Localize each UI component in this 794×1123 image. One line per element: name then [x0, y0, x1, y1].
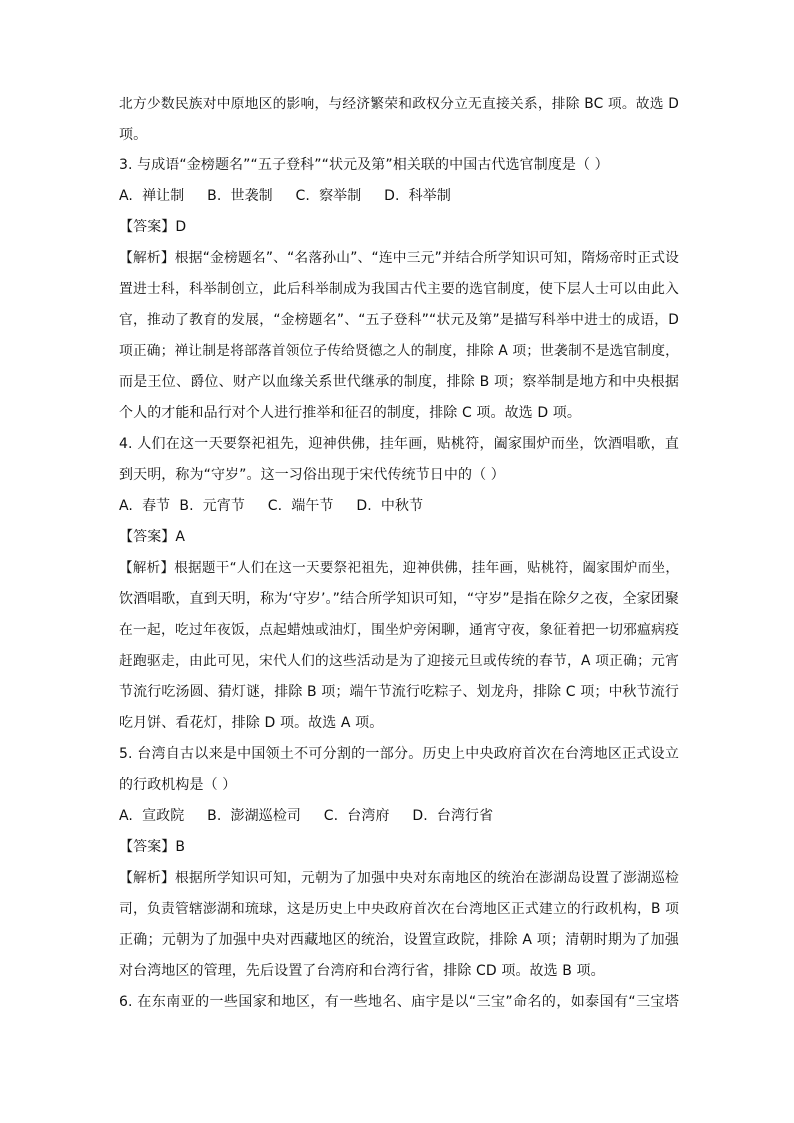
question-5-analysis: 【解析】根据所学知识可知，元朝为了加强中央对东南地区的统治在澎湖岛设置了澎湖巡检: [119, 870, 679, 886]
text-line: 饮酒唱歌，直到天明，称为‘守岁’。”结合所学知识可知，“守岁”是指在除夕之夜，全家团聚: [119, 591, 679, 607]
question-6-stem: 6. 在东南亚的一些国家和地区，有一些地名、庙宇是以“三宝”命名的，如泰国有“三宝塔: [119, 994, 679, 1010]
question-4-answer: 【答案】A: [119, 529, 186, 545]
question-4-stem: 4. 人们在这一天要祭祀祖先，迎神供佛，挂年画，贴桃符，阖家围炉而坐，饮酒唱歌，直: [119, 436, 679, 452]
text-line: 正确；元朝为了加强中央对西藏地区的统治，设置宣政院，排除 A 项；清朝时期为了加强: [119, 932, 679, 948]
question-3-stem: 3. 与成语“金榜题名”“五子登科”“状元及第”相关联的中国古代选官制度是（ ）: [119, 157, 609, 173]
text-line: 置进士科，科举制创立，此后科举制成为我国古代主要的选官制度，使下层人士可以由此入: [119, 281, 679, 297]
question-3-answer: 【答案】D: [119, 219, 187, 235]
text-line: 个人的才能和品行对个人进行推举和征召的制度，排除 C 项。故选 D 项。: [119, 405, 581, 421]
text-line: 项正确；禅让制是将部落首领位子传给贤德之人的制度，排除 A 项；世袭制不是选官制度，: [119, 343, 679, 359]
question-5-stem: 5. 台湾自古以来是中国领土不可分割的一部分。历史上中央政府首次在台湾地区正式设立: [119, 746, 679, 762]
text-line: 节流行吃汤圆、猜灯谜，排除 B 项；端午节流行吃粽子、划龙舟，排除 C 项；中秋节流行: [119, 684, 679, 700]
question-3-analysis: 【解析】根据“金榜题名”、“名落孙山”、“连中三元”并结合所学知识可知，隋炀帝时正式设: [119, 250, 679, 266]
question-5-options: A. 宣政院 B. 澎湖巡检司 C. 台湾府 D. 台湾行省: [119, 808, 494, 824]
text-line: 吃月饼、看花灯，排除 D 项。故选 A 项。: [119, 715, 384, 731]
text-line: 官，推动了教育的发展，“金榜题名”、“五子登科”“状元及第”是描写科举中进士的成语，D: [119, 312, 679, 328]
text-line: 司，负责管辖澎湖和琉球，这是历史上中央政府首次在台湾地区正式建立的行政机构，B 项: [119, 901, 679, 917]
text-line: 在一起，吃过年夜饭，点起蜡烛或油灯，围坐炉旁闲聊，通宵守夜，象征着把一切邪瘟病疫: [119, 622, 679, 638]
text-line: 北方少数民族对中原地区的影响，与经济繁荣和政权分立无直接关系，排除 BC 项。故选 D: [119, 96, 679, 112]
text-line: 对台湾地区的管理，先后设置了台湾府和台湾行省，排除 CD 项。故选 B 项。: [119, 963, 605, 979]
text-line: 而是王位、爵位、财产以血缘关系世代继承的制度，排除 B 项；察举制是地方和中央根据: [119, 374, 679, 390]
text-line: 到天明，称为“守岁”。这一习俗出现于宋代传统节日中的（ ）: [119, 467, 505, 483]
question-4-options: A. 春节 B. 元宵节 C. 端午节 D. 中秋节: [119, 498, 424, 514]
text-line: 的行政机构是（ ）: [119, 777, 237, 793]
text-line: 项。: [119, 127, 148, 143]
question-4-analysis: 【解析】根据题干“人们在这一天要祭祀祖先，迎神供佛，挂年画，贴桃符，阖家围炉而坐，: [119, 560, 679, 576]
question-5-answer: 【答案】B: [119, 839, 186, 855]
question-3-options: A. 禅让制 B. 世袭制 C. 察举制 D. 科举制: [119, 188, 451, 204]
text-line: 赶跑驱走，由此可见，宋代人们的这些活动是为了迎接元旦或传统的春节，A 项正确；元宵: [119, 653, 679, 669]
